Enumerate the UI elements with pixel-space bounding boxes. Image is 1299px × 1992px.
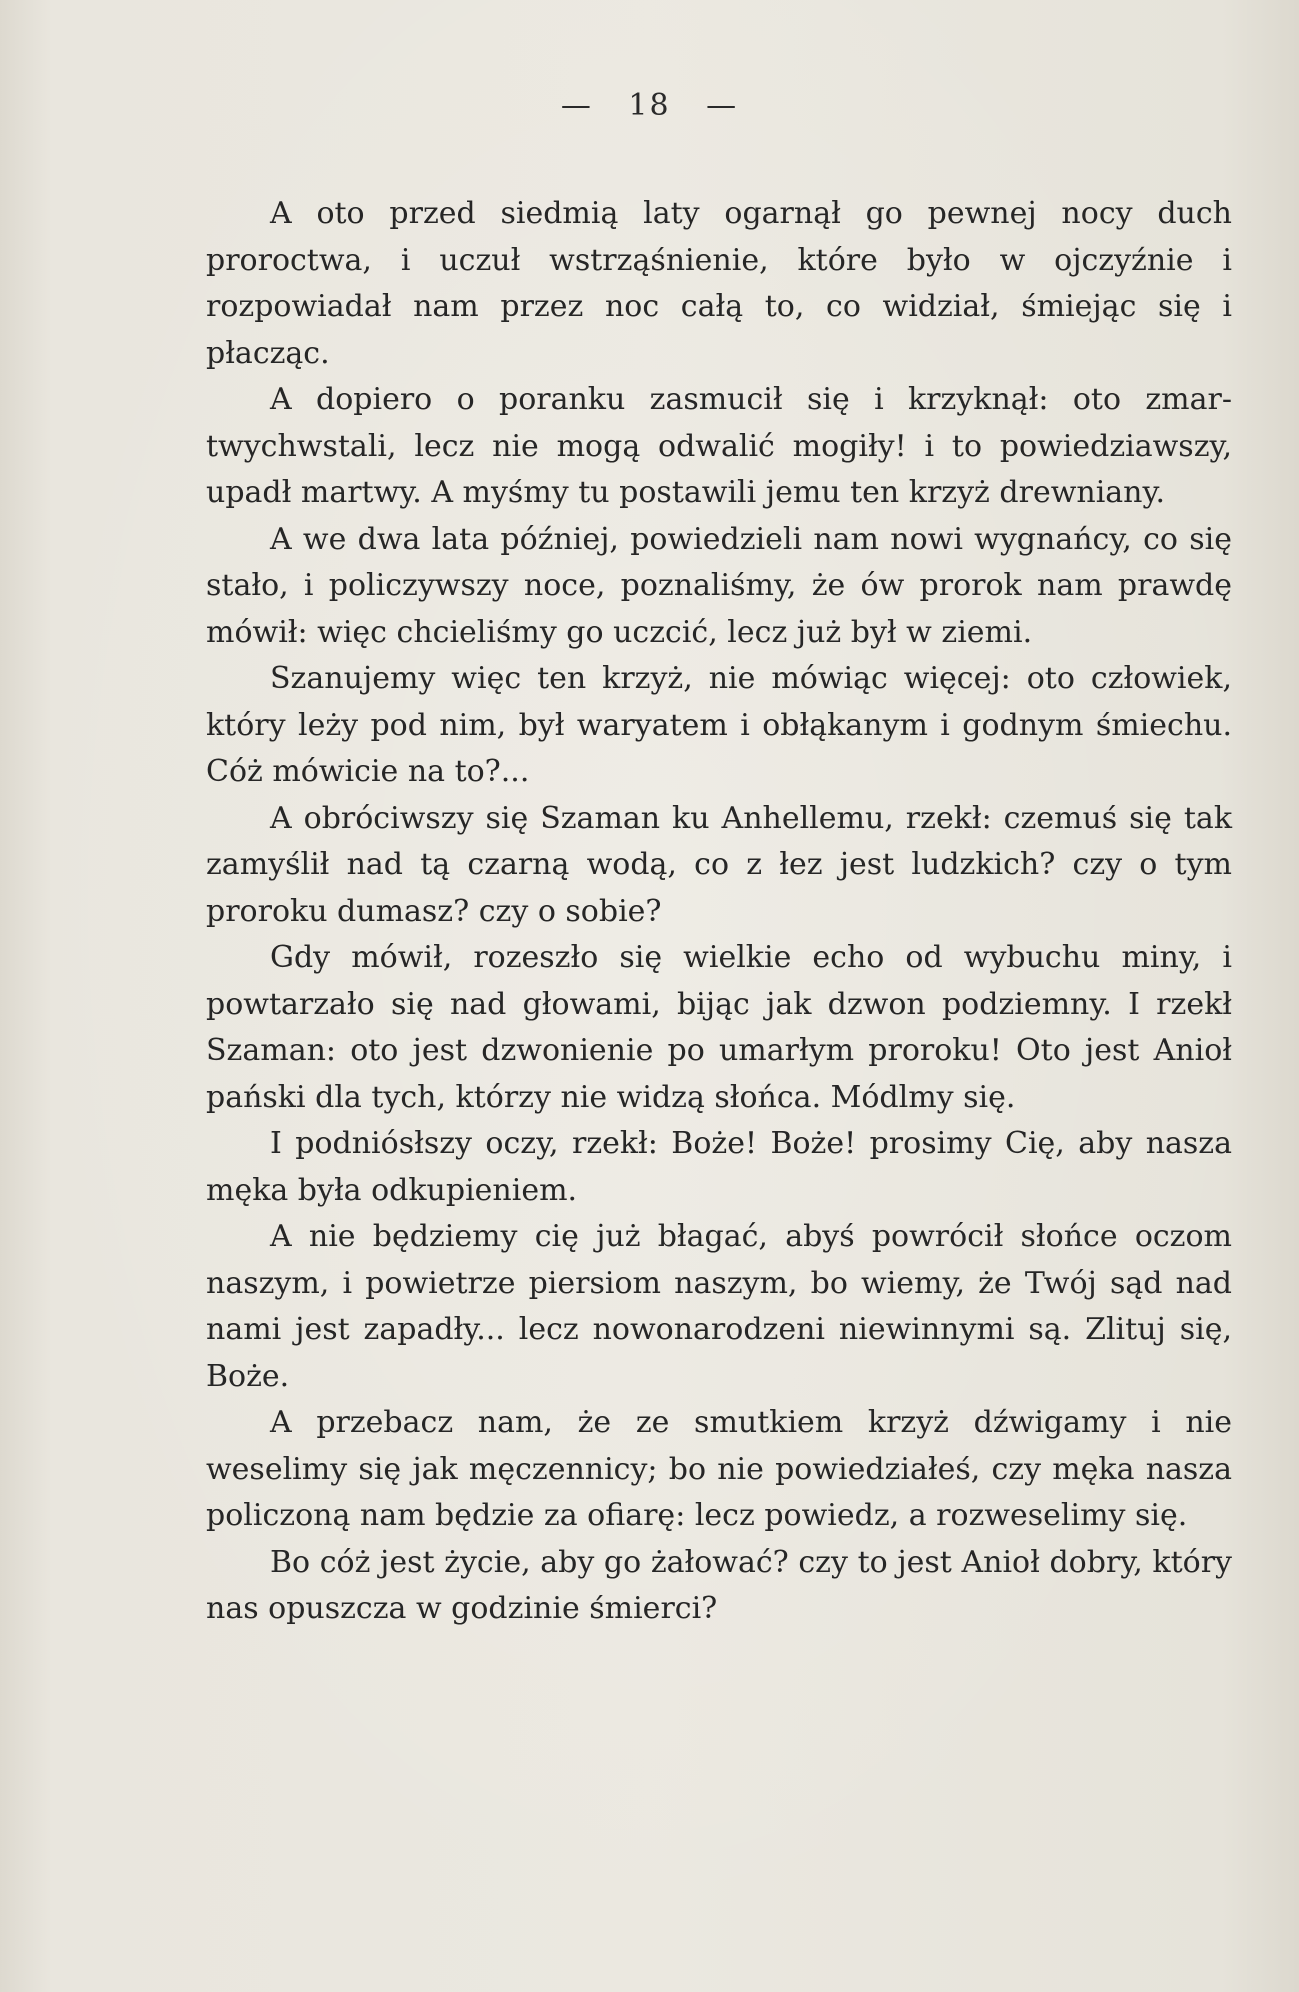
paragraph: A oto przed siedmią laty ogarnął go pewnej nocy duch proroctwa, i uczuł wstrząśnienie, które było w ojczyźnie i rozpowiadał nam przez noc całą to, co widział, śmiejąc się i płacząc. <box>206 196 1232 371</box>
paragraph: A we dwa lata później, powiedzieli nam nowi wygnańcy, co się stało, i policzywszy noce, poznaliśmy, że ów prorok nam prawdę mówił: więc chcieliśmy go uczcić, lecz już był w ziemi. <box>206 521 1232 650</box>
paragraph: I podniósłszy oczy, rzekł: Boże! Boże! prosimy Cię, aby nasza męka była odkupieniem. <box>206 1126 1232 1208</box>
paragraph: Bo cóż jest życie, aby go żałować? czy to jest Anioł dobry, który nas opuszcza w godzinie śmierci? <box>206 1544 1232 1626</box>
page-number: — 18 — <box>560 88 739 123</box>
paragraph: A nie będziemy cię już błagać, abyś powrócił słońce oczom naszym, i powietrze piersiom naszym, bo wiemy, że Twój sąd nad nami jest zapadły... lecz nowonarodzeni niewinnymi są. Zlituj się, Boże. <box>206 1219 1232 1394</box>
paragraph: Gdy mówił, rozeszło się wielkie echo od wybuchu miny, i powtarzało się nad głowami, bijąc jak dzwon podziemny. I rzekł Szaman: oto jest dzwonienie po umarłym proroku! Oto jest Anioł pański dla tych, którzy nie widzą słońca. Módlmy się. <box>206 940 1232 1115</box>
paragraph: Szanujemy więc ten krzyż, nie mówiąc więcej: oto człowiek, który leży pod nim, był waryatem i obłąkanym i godnym śmiechu. Cóż mówicie na to?... <box>206 661 1232 789</box>
paragraph: A obróciwszy się Szaman ku Anhellemu, rzekł: czemuś się tak zamyślił nad tą czarną wodą, co z łez jest ludzkich? czy o tym proroku dumasz? czy o sobie? <box>206 800 1232 929</box>
paragraph: A przebacz nam, że ze smutkiem krzyż dźwigamy i nie weselimy się jak męczennicy; bo nie powiedziałeś, czy męka nasza policzoną nam będzie za ofiarę: lecz powiedz, a rozweselimy się. <box>206 1405 1232 1533</box>
paragraph: A dopiero o poranku zasmucił się i krzyknął: oto zmartwychwstali, lecz nie mogą odwalić mogiły! i to powiedziawszy, upadł martwy. A myśmy tu postawili jemu ten krzyż drewniany. <box>206 382 1232 510</box>
body-text <box>206 191 1232 1633</box>
